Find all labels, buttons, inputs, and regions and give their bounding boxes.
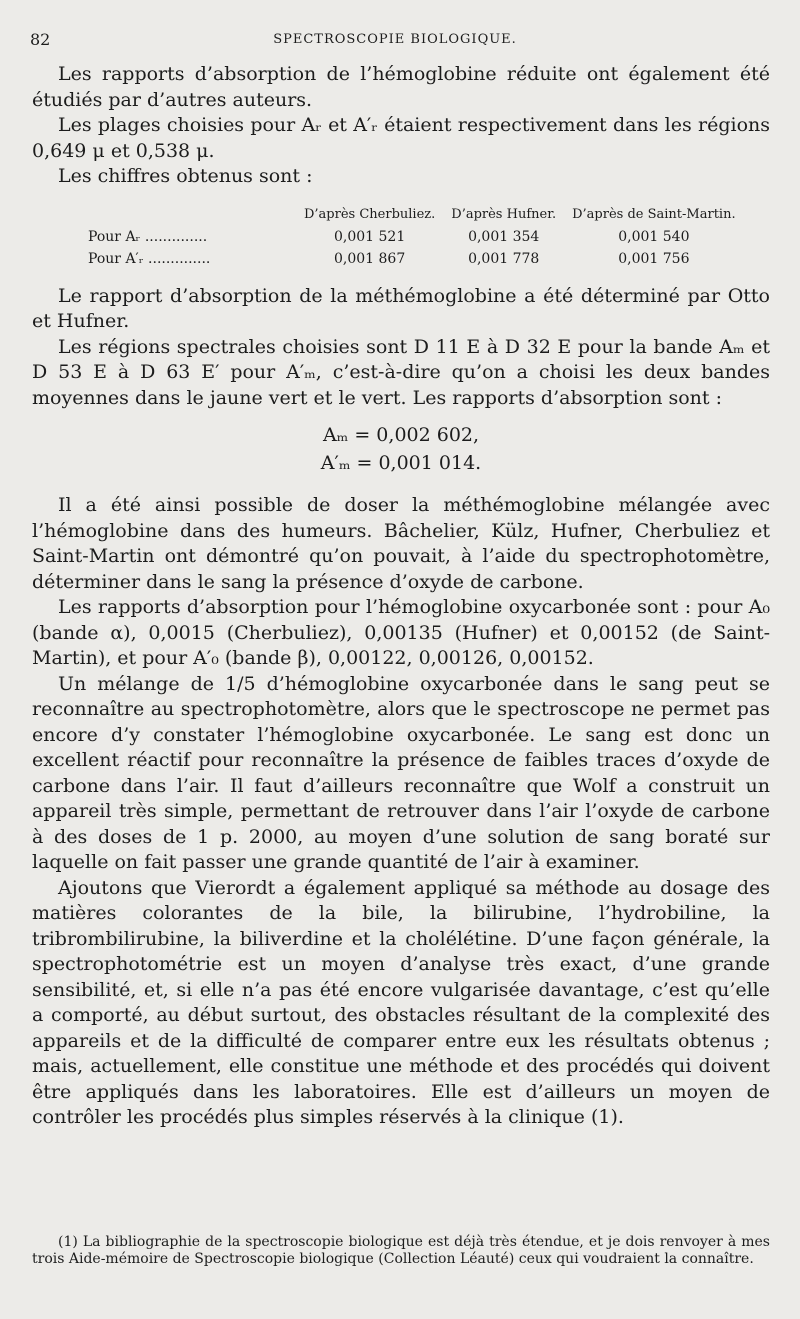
equation: A′ₘ = 0,001 014.	[320, 452, 482, 474]
table-row	[88, 248, 744, 270]
absorption-table	[88, 204, 744, 270]
footnote	[32, 1234, 770, 1268]
paragraph: Le rapport d’absorption de la méthémoglobine a été déterminé par Otto et Hufner.	[32, 284, 770, 332]
equation: Aₘ = 0,002 602,	[322, 424, 480, 446]
paragraph: Un mélange de 1/5 d’hémoglobine oxycarbonée dans le sang peut se reconnaître au spectrophotomètre, alors que le spectroscope ne permet pas encore d’y constater l’hémoglobine oxycarbonée. Le sang est donc un excellent réactif pour reconnaître la présence de faibles traces d’oxyde de carbone dans l’air. Il faut d’ailleurs reconnaître que Wolf a construit un appareil très simple, permettant de retrouver dans l’air l’oxyde de carbone à des doses de 1 p. 2000, au moyen d’une solution de sang boraté sur laquelle on fait passer une grande quantité de l’air à examiner.	[32, 672, 770, 873]
page-number: 82	[30, 30, 51, 49]
paragraph: Les chiffres obtenus sont :	[58, 165, 313, 187]
table-cell: 0,001 521	[334, 228, 406, 245]
paragraph: Les rapports d’absorption de l’hémoglobine réduite ont également été étudiés par d’autres auteurs.	[32, 63, 770, 111]
page-header	[30, 30, 760, 54]
equation-block	[32, 421, 770, 477]
page-body	[32, 62, 770, 1131]
table-cell: 0,001 354	[468, 228, 540, 245]
paragraph: Les plages choisies pour Aᵣ et A′ᵣ étaient respectivement dans les régions 0,649 μ et 0,538 μ.	[32, 114, 770, 162]
table-cell: 0,001 756	[618, 250, 690, 267]
paragraph: Il a été ainsi possible de doser la méthémoglobine mélangée avec l’hémoglobine dans des humeurs. Bâchelier, Külz, Hufner, Cherbuliez et Saint-Martin ont démontré qu’on pouvait, à l’aide du spectrophotomètre, déterminer dans le sang la présence d’oxyde de carbone.	[32, 494, 770, 593]
column-header: D’après Hufner.	[451, 206, 557, 222]
table-cell: 0,001 540	[618, 228, 690, 245]
column-header: D’après de Saint-Martin.	[572, 206, 736, 222]
table-row	[88, 226, 744, 248]
running-title: SPECTROSCOPIE BIOLOGIQUE.	[273, 32, 517, 47]
footnote-text: (1) La bibliographie de la spectroscopie biologique est déjà très étendue, et je dois renvoyer à mes trois Aide-mémoire de Spectroscopie biologique (Collection Léauté) ceux qui voudraient la connaître.	[32, 1234, 770, 1267]
row-label: Pour A′ᵣ ..............	[88, 250, 211, 267]
table-cell: 0,001 867	[334, 250, 406, 267]
row-label: Pour Aᵣ ..............	[88, 228, 208, 245]
table-cell: 0,001 778	[468, 250, 540, 267]
paragraph: Les rapports d’absorption pour l’hémoglobine oxycarbonée sont : pour A₀ (bande α), 0,0015 (Cherbuliez), 0,00135 (Hufner) et 0,00152 (de Saint-Martin), et pour A′₀ (bande β), 0,00122, 0,00126, 0,00152.	[32, 596, 770, 669]
paragraph: Ajoutons que Vierordt a également appliqué sa méthode au dosage des matières colorantes de la bile, la bilirubine, l’hydrobiline, la tribrombilirubine, la biliverdine et la cholélétine. D’une façon générale, la spectrophotométrie est un moyen d’analyse très exact, d’une grande sensibilité, et, si elle n’a pas été encore vulgarisée davantage, c’est qu’elle a comporté, au début surtout, des obstacles résultant de la complexité des appareils et de la difficulté de comparer entre eux les résultats obtenus ; mais, actuellement, elle constitue une méthode et des procédés qui doivent être appliqués dans les laboratoires. Elle est d’ailleurs un moyen de contrôler les procédés plus simples réservés à la clinique (1).	[32, 876, 770, 1128]
table-header-row	[88, 204, 744, 226]
paragraph: Les régions spectrales choisies sont D 11 E à D 32 E pour la bande Aₘ et D 53 E à D 63 E′ pour A′ₘ, c’est-à-dire qu’on a choisi les deux bandes moyennes dans le jaune vert et le vert. Les rapports d’absorption sont :	[32, 335, 770, 409]
column-header: D’après Cherbuliez.	[304, 206, 436, 222]
